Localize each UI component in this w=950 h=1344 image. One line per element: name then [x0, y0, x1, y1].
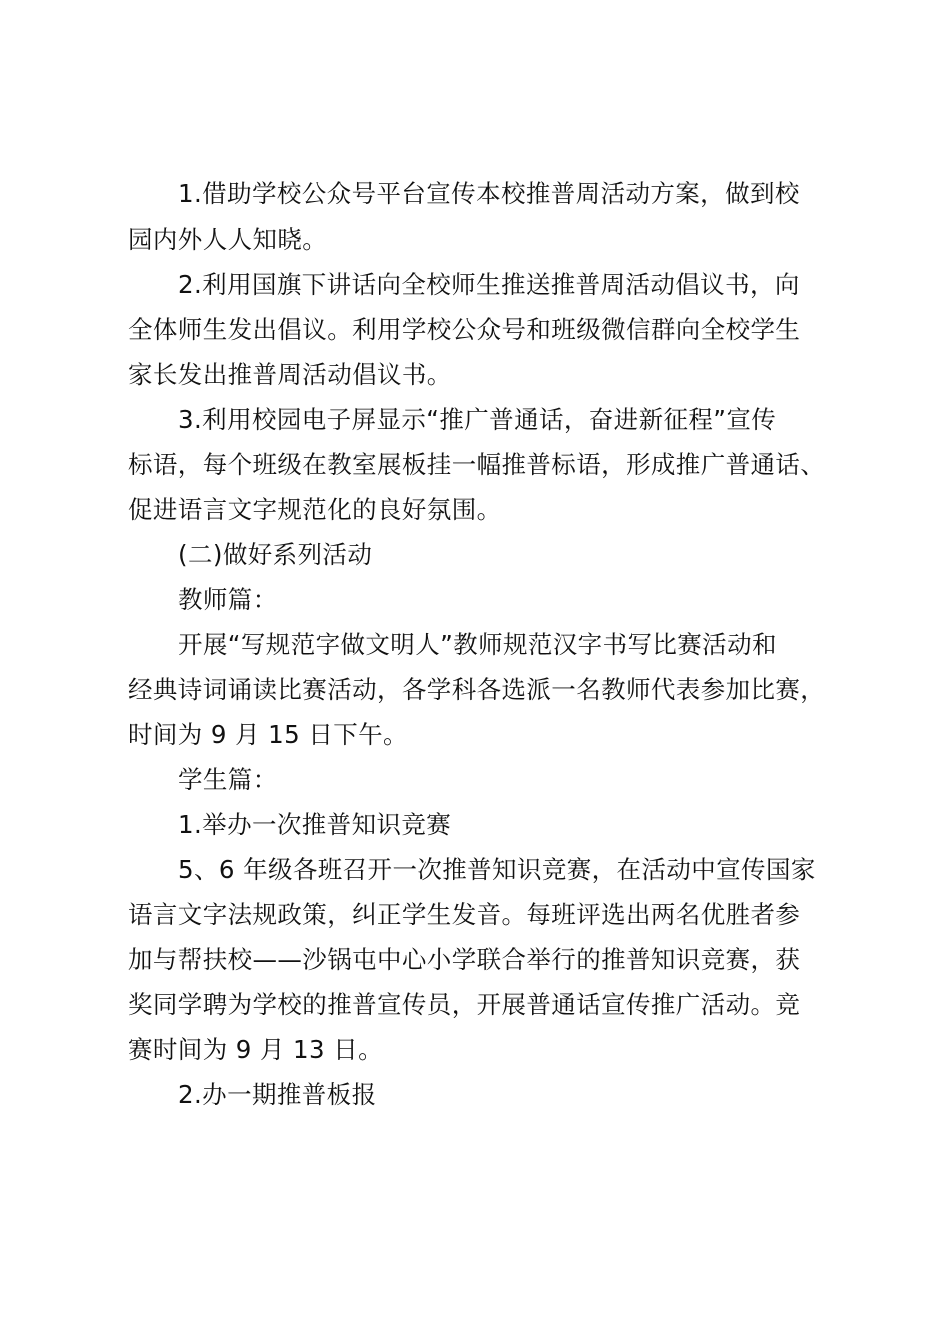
paragraph-line: 时间为 9 月 15 日下午。: [128, 720, 408, 749]
paragraph-line: 赛时间为 9 月 13 日。: [128, 1035, 384, 1064]
section-heading: (二)做好系列活动: [178, 540, 373, 569]
paragraph-line: 开展“写规范字做文明人”教师规范汉字书写比赛活动和: [178, 630, 777, 659]
paragraph-line: 奖同学聘为学校的推普宣传员，开展普通话宣传推广活动。竞: [128, 990, 801, 1019]
paragraph-line: 标语，每个班级在教室展板挂一幅推普标语，形成推广普通话、: [128, 450, 826, 479]
paragraph-line: 全体师生发出倡议。利用学校公众号和班级微信群向全校学生: [128, 315, 801, 344]
paragraph-line: 促进语言文字规范化的良好氛围。: [128, 495, 502, 524]
paragraph-line: 2.利用国旗下讲话向全校师生推送推普周活动倡议书，向: [178, 270, 800, 299]
list-item-heading: 2.办一期推普板报: [178, 1080, 377, 1109]
subsection-heading-teacher: 教师篇：: [178, 585, 278, 614]
list-item-heading: 1.举办一次推普知识竞赛: [178, 810, 452, 839]
paragraph-line: 经典诗词诵读比赛活动，各学科各选派一名教师代表参加比赛，: [128, 675, 826, 704]
paragraph-line: 3.利用校园电子屏显示“推广普通话，奋进新征程”宣传: [178, 405, 777, 434]
paragraph-line: 1.借助学校公众号平台宣传本校推普周活动方案，做到校: [178, 179, 800, 208]
paragraph-line: 5、6 年级各班召开一次推普知识竞赛，在活动中宣传国家: [178, 855, 816, 884]
subsection-heading-student: 学生篇：: [178, 765, 278, 794]
paragraph-line: 园内外人人知晓。: [128, 225, 328, 254]
paragraph-line: 加与帮扶校——沙锅屯中心小学联合举行的推普知识竞赛，获: [128, 945, 801, 974]
paragraph-line: 语言文字法规政策，纠正学生发音。每班评选出两名优胜者参: [128, 900, 801, 929]
paragraph-line: 家长发出推普周活动倡议书。: [128, 360, 452, 389]
